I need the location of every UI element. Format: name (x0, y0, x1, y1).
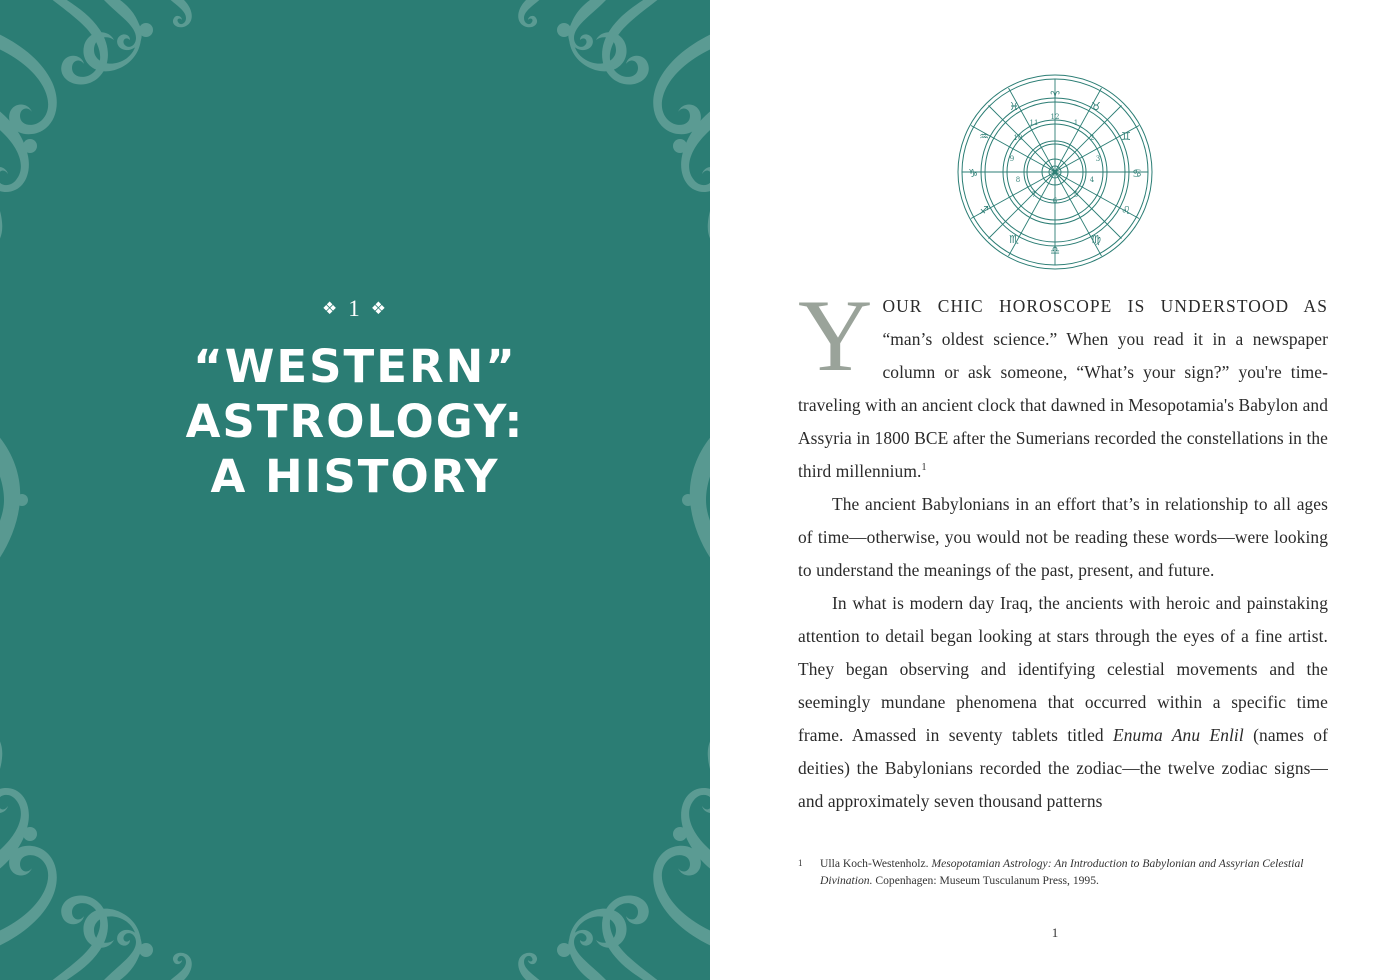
chapter-title-line-2: ASTROLOGY: (185, 394, 525, 448)
svg-text:♑: ♑ (968, 167, 978, 180)
ornament-right-icon: ❖ (370, 299, 388, 318)
svg-text:♏: ♏ (1009, 233, 1019, 246)
drop-cap: Y (798, 279, 873, 393)
svg-text:♐: ♐ (979, 204, 989, 217)
zodiac-wheel-icon (955, 72, 1155, 272)
paragraph-3-text-before-title: In what is modern day Iraq, the ancients with heroic and painstaking attention to detail began looking at stars through the eyes of a fine artist. They began observing and identifying celestial movements and the seemingly mundane phenomena that occurred within a specific time frame. Amassed in seventy tablets titled (798, 593, 1328, 745)
lead-small-caps: OUR CHIC HOROSCOPE IS UNDERSTOOD AS (882, 296, 1328, 316)
svg-text:3: 3 (1095, 155, 1101, 163)
svg-text:2: 2 (1089, 134, 1095, 142)
chapter-title-line-3: A HISTORY (210, 449, 500, 503)
svg-text:10: 10 (1013, 134, 1023, 142)
corner-flourish-bottom-left-icon (0, 690, 290, 980)
chapter-number-line (0, 296, 710, 322)
svg-text:♈: ♈ (1050, 89, 1060, 102)
paragraph-3 (798, 587, 1328, 818)
footnote-marker: 1 (798, 858, 803, 868)
paragraph-1-text: “man’s oldest science.” When you read it in a newspaper column or ask someone, “What’s your sign?” you're time-traveling with an ancient clock that dawned in Mesopotamia's Babylon and Assyria in 1800 BCE after the Sumerians recorded the constellations in the third millennium. (798, 329, 1328, 481)
chapter-heading-block (0, 296, 710, 505)
chapter-title (0, 340, 710, 505)
book-title-italic: Enuma Anu Enlil (1113, 725, 1244, 745)
ornament-left-icon: ❖ (322, 299, 340, 318)
svg-text:9: 9 (1009, 155, 1015, 163)
paragraph-3-text-after-title: (names of deities) the Babylonians recorded the zodiac—the twelve zodiac signs—and approximately seven thousand patterns (798, 725, 1328, 811)
svg-text:1: 1 (1073, 119, 1079, 127)
footnote-title: Mesopotamian Astrology: An Introduction to Babylonian and Assyrian Celestial Divination. (820, 857, 1304, 887)
page-number: 1 (1051, 925, 1059, 940)
svg-text:7: 7 (1031, 191, 1037, 199)
chapter-title-line-1: “WESTERN” (193, 340, 517, 393)
svg-text:♒: ♒ (979, 130, 989, 143)
corner-flourish-bottom-right-icon (420, 690, 710, 980)
svg-text:8: 8 (1015, 176, 1021, 184)
svg-text:♉: ♉ (1091, 100, 1101, 113)
corner-flourish-top-left-icon (0, 0, 290, 290)
body-text-column (798, 279, 1328, 818)
svg-text:♋: ♋ (1132, 167, 1142, 180)
chapter-number: 1 (348, 296, 362, 321)
body-text-page (710, 0, 1400, 980)
svg-text:♊: ♊ (1121, 130, 1131, 143)
svg-text:6: 6 (1052, 197, 1058, 205)
svg-text:♓: ♓ (1009, 100, 1019, 113)
svg-text:12: 12 (1050, 113, 1060, 121)
footnote-publication: Copenhagen: Museum Tusculanum Press, 1995. (875, 874, 1099, 887)
footnote-author: Ulla Koch-Westenholz. (820, 857, 929, 870)
svg-text:♌: ♌ (1121, 204, 1131, 217)
svg-text:11: 11 (1029, 119, 1039, 127)
svg-text:♎: ♎ (1050, 244, 1060, 257)
footnote-text (798, 855, 1328, 889)
paragraph-2: The ancient Babylonians in an effort that’s in relationship to all ages of time—otherwise, you would not be reading these words—were looking to understand the meanings of the past, present, and future. (798, 494, 1328, 580)
svg-text:4: 4 (1089, 176, 1095, 184)
corner-flourish-top-right-icon (420, 0, 710, 290)
svg-text:5: 5 (1073, 191, 1079, 199)
footnote-block (798, 855, 1328, 889)
footnote-reference-1: 1 (921, 462, 927, 474)
svg-text:♍: ♍ (1091, 233, 1101, 246)
paragraph-1 (798, 279, 1328, 488)
